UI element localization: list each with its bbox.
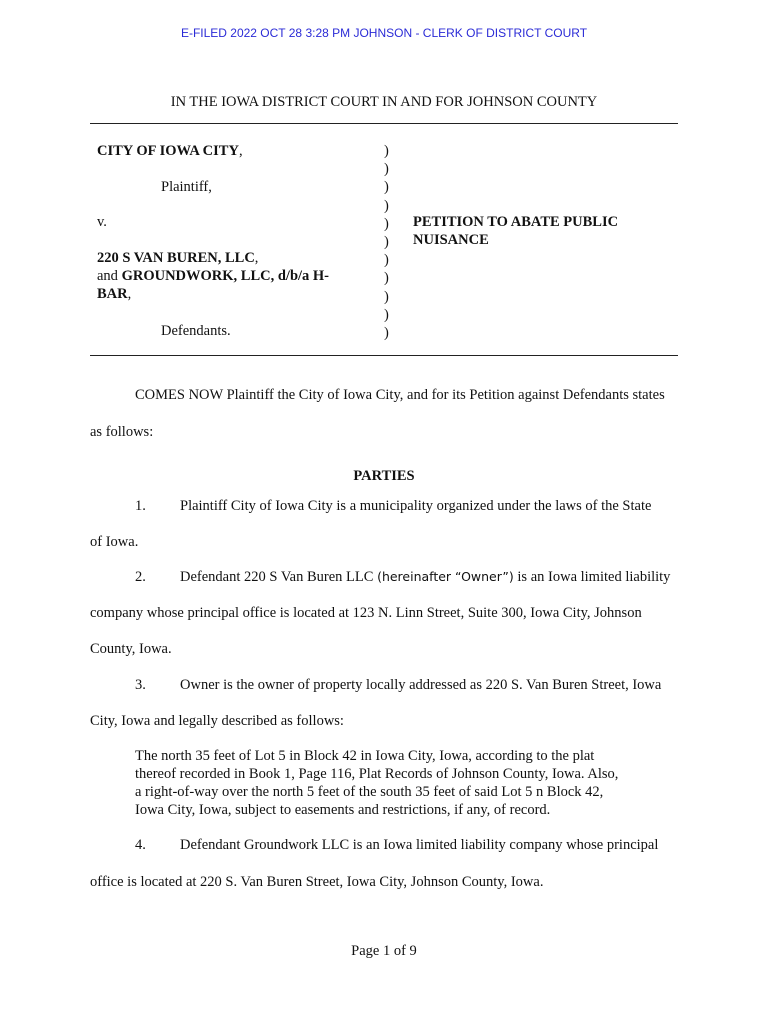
paragraph-2-line3: County, Iowa. — [90, 641, 172, 657]
paragraph-2-text-a: Defendant 220 S Van Buren LLC — [180, 569, 378, 585]
paragraph-3-line2: City, Iowa and legally described as follows: — [90, 713, 344, 729]
plaintiff-line — [97, 142, 243, 160]
defendant2-line2 — [97, 285, 131, 303]
caption-top-rule — [90, 123, 678, 124]
plaintiff-suffix: , — [238, 143, 243, 159]
defendant1-line — [97, 249, 258, 267]
paragraph-2-line1 — [135, 569, 670, 586]
paragraph-4-line1 — [135, 837, 658, 854]
petition-title-line2: NUISANCE — [413, 232, 489, 248]
caption-parentheses: ) ) ) ) ) ) ) ) ) ) ) — [384, 143, 389, 342]
legal-description — [135, 747, 635, 819]
petition-title-line1: PETITION TO ABATE PUBLIC — [413, 214, 619, 230]
paragraph-2-number: 2. — [135, 569, 146, 585]
paragraph-1-line1 — [135, 498, 651, 515]
paragraph-3-number: 3. — [135, 677, 146, 693]
paragraph-1-text1: Plaintiff City of Iowa City is a municipality organized under the laws of the State — [180, 498, 652, 514]
paragraph-2-line2: company whose principal office is located at 123 N. Linn Street, Suite 300, Iowa City, Johnson — [90, 605, 642, 621]
defendant2-name-part1: GROUNDWORK, LLC, d/b/a H- — [121, 268, 330, 284]
legal-line2: thereof recorded in Book 1, Page 116, Plat Records of Johnson County, Iowa. Also, — [135, 766, 619, 782]
defendant2-name-part2: BAR — [97, 286, 128, 302]
paragraph-3-text1: Owner is the owner of property locally addressed as 220 S. Van Buren Street, Iowa — [180, 677, 662, 693]
and-word: and — [97, 268, 122, 284]
efiled-stamp: E-FILED 2022 OCT 28 3:28 PM JOHNSON - CLERK OF DISTRICT COURT — [180, 26, 588, 40]
legal-line1: The north 35 feet of Lot 5 in Block 42 in Iowa City, Iowa, according to the plat — [135, 748, 595, 764]
caption-bottom-rule — [90, 355, 678, 356]
plaintiff-role: Plaintiff, — [161, 179, 212, 195]
defendant2-line1 — [97, 267, 329, 285]
parties-heading: PARTIES — [353, 468, 415, 484]
paragraph-4-text1: Defendant Groundwork LLC is an Iowa limited liability company whose principal — [180, 837, 659, 853]
plaintiff-name: CITY OF IOWA CITY — [97, 143, 239, 159]
court-heading: IN THE IOWA DISTRICT COURT IN AND FOR JOHNSON COUNTY — [170, 94, 598, 110]
paragraph-1-line2: of Iowa. — [90, 534, 139, 550]
defendant1-name: 220 S VAN BUREN, LLC — [97, 250, 255, 266]
defendant1-suffix: , — [254, 250, 259, 266]
page-number: Page 1 of 9 — [351, 943, 417, 959]
paragraph-3-line1 — [135, 677, 661, 694]
intro-line1: COMES NOW Plaintiff the City of Iowa City, and for its Petition against Defendants states — [135, 387, 665, 403]
defendants-role: Defendants. — [161, 323, 231, 339]
paragraph-1-number: 1. — [135, 498, 146, 514]
legal-line4: Iowa City, Iowa, subject to easements and restrictions, if any, of record. — [135, 802, 551, 818]
paragraph-2-text-b: (hereinafter “Owner”) — [377, 569, 514, 584]
legal-line3: a right-of-way over the north 5 feet of the south 35 feet of said Lot 5 n Block 42, — [135, 784, 604, 800]
versus: v. — [97, 214, 107, 230]
paragraph-4-line2: office is located at 220 S. Van Buren Street, Iowa City, Johnson County, Iowa. — [90, 874, 544, 890]
intro-line2: as follows: — [90, 424, 154, 440]
paragraph-4-number: 4. — [135, 837, 146, 853]
defendant2-suffix: , — [127, 286, 132, 302]
paragraph-2-text-c: is an Iowa limited liability — [513, 569, 671, 585]
